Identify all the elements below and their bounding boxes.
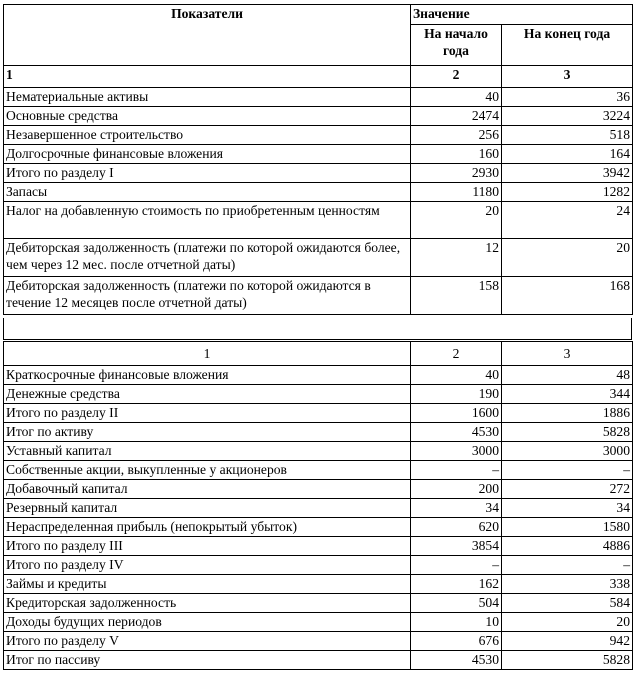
table-row <box>4 385 633 404</box>
table-row <box>4 164 633 183</box>
column-number-1: 1 <box>4 342 411 366</box>
value-end-of-year: 36 <box>502 88 633 107</box>
row-label: Итого по разделу I <box>4 164 411 183</box>
value-start-of-year: 34 <box>411 499 502 518</box>
value-start-of-year: 1180 <box>411 183 502 202</box>
row-label: Итого по разделу II <box>4 404 411 423</box>
table-row <box>4 366 633 385</box>
row-label: Итог по активу <box>4 423 411 442</box>
table-row <box>4 145 633 164</box>
value-start-of-year: 3000 <box>411 442 502 461</box>
table-row <box>4 404 633 423</box>
value-end-of-year: 168 <box>502 277 633 315</box>
value-end-of-year: 164 <box>502 145 633 164</box>
table-row <box>4 632 633 651</box>
value-end-of-year: 3000 <box>502 442 633 461</box>
value-start-of-year: 2474 <box>411 107 502 126</box>
value-end-of-year: 48 <box>502 366 633 385</box>
value-end-of-year: 24 <box>502 202 633 239</box>
value-end-of-year: 3224 <box>502 107 633 126</box>
value-end-of-year: 5828 <box>502 651 633 670</box>
header-start-of-year: На начало года <box>411 25 502 66</box>
value-start-of-year: 40 <box>411 366 502 385</box>
row-label: Доходы будущих периодов <box>4 613 411 632</box>
value-end-of-year: 1886 <box>502 404 633 423</box>
value-end-of-year: 4886 <box>502 537 633 556</box>
row-label: Нераспределенная прибыль (непокрытый убыток) <box>4 518 411 537</box>
value-start-of-year: – <box>411 556 502 575</box>
table-row <box>4 461 633 480</box>
row-label: Краткосрочные финансовые вложения <box>4 366 411 385</box>
column-number-3: 3 <box>502 66 633 88</box>
value-start-of-year: 256 <box>411 126 502 145</box>
table-row <box>4 575 633 594</box>
table-row <box>4 499 633 518</box>
column-number-2: 2 <box>411 342 502 366</box>
value-start-of-year: 676 <box>411 632 502 651</box>
value-end-of-year: 584 <box>502 594 633 613</box>
row-label: Денежные средства <box>4 385 411 404</box>
value-end-of-year: 942 <box>502 632 633 651</box>
value-start-of-year: 158 <box>411 277 502 315</box>
header-end-of-year: На конец года <box>502 25 633 66</box>
row-label: Итого по разделу V <box>4 632 411 651</box>
value-end-of-year: – <box>502 461 633 480</box>
value-start-of-year: 620 <box>411 518 502 537</box>
table-row <box>4 537 633 556</box>
value-end-of-year: – <box>502 556 633 575</box>
column-number-3: 3 <box>502 342 633 366</box>
table-row <box>4 107 633 126</box>
table-row <box>4 651 633 670</box>
value-start-of-year: 4530 <box>411 423 502 442</box>
value-end-of-year: 1580 <box>502 518 633 537</box>
row-label: Долгосрочные финансовые вложения <box>4 145 411 164</box>
table-row <box>4 480 633 499</box>
value-start-of-year: 200 <box>411 480 502 499</box>
row-label: Собственные акции, выкупленные у акционеров <box>4 461 411 480</box>
value-end-of-year: 5828 <box>502 423 633 442</box>
column-number-1: 1 <box>4 66 411 88</box>
table-row <box>4 613 633 632</box>
row-label: Итог по пассиву <box>4 651 411 670</box>
value-start-of-year: 40 <box>411 88 502 107</box>
value-start-of-year: 190 <box>411 385 502 404</box>
row-label: Уставный капитал <box>4 442 411 461</box>
header-indicators: Показатели <box>4 5 411 66</box>
row-label: Резервный капитал <box>4 499 411 518</box>
value-start-of-year: 20 <box>411 202 502 239</box>
balance-table-part2 <box>3 341 633 670</box>
row-label: Итого по разделу III <box>4 537 411 556</box>
row-label: Запасы <box>4 183 411 202</box>
value-start-of-year: 504 <box>411 594 502 613</box>
table-row <box>4 202 633 239</box>
table-row <box>4 423 633 442</box>
row-label: Дебиторская задолженность (платежи по которой ожидаются более, чем через 12 мес. после отчетной даты) <box>4 239 411 277</box>
table-row <box>4 183 633 202</box>
balance-table-part1 <box>3 4 633 315</box>
value-end-of-year: 3942 <box>502 164 633 183</box>
value-start-of-year: 160 <box>411 145 502 164</box>
row-label: Основные средства <box>4 107 411 126</box>
table-row <box>4 556 633 575</box>
table-row <box>4 88 633 107</box>
value-start-of-year: 12 <box>411 239 502 277</box>
row-label: Налог на добавленную стоимость по приобретенным ценностям <box>4 202 411 239</box>
row-label: Займы и кредиты <box>4 575 411 594</box>
row-label: Итого по разделу IV <box>4 556 411 575</box>
value-end-of-year: 338 <box>502 575 633 594</box>
row-label: Нематериальные активы <box>4 88 411 107</box>
value-end-of-year: 344 <box>502 385 633 404</box>
table-row <box>4 277 633 315</box>
table-row <box>4 239 633 277</box>
table-row <box>4 126 633 145</box>
value-end-of-year: 20 <box>502 239 633 277</box>
value-end-of-year: 34 <box>502 499 633 518</box>
value-start-of-year: – <box>411 461 502 480</box>
value-start-of-year: 10 <box>411 613 502 632</box>
value-end-of-year: 20 <box>502 613 633 632</box>
value-start-of-year: 162 <box>411 575 502 594</box>
table-row <box>4 442 633 461</box>
row-label: Добавочный капитал <box>4 480 411 499</box>
row-label: Незавершенное строительство <box>4 126 411 145</box>
value-end-of-year: 1282 <box>502 183 633 202</box>
table-row <box>4 518 633 537</box>
value-end-of-year: 518 <box>502 126 633 145</box>
value-start-of-year: 3854 <box>411 537 502 556</box>
value-start-of-year: 4530 <box>411 651 502 670</box>
table-row <box>4 594 633 613</box>
value-start-of-year: 1600 <box>411 404 502 423</box>
table-separator <box>3 318 632 340</box>
row-label: Кредиторская задолженность <box>4 594 411 613</box>
value-start-of-year: 2930 <box>411 164 502 183</box>
column-number-2: 2 <box>411 66 502 88</box>
header-value: Значение <box>411 5 633 25</box>
row-label: Дебиторская задолженность (платежи по которой ожидаются в течение 12 месяцев после отчетной даты) <box>4 277 411 315</box>
value-end-of-year: 272 <box>502 480 633 499</box>
